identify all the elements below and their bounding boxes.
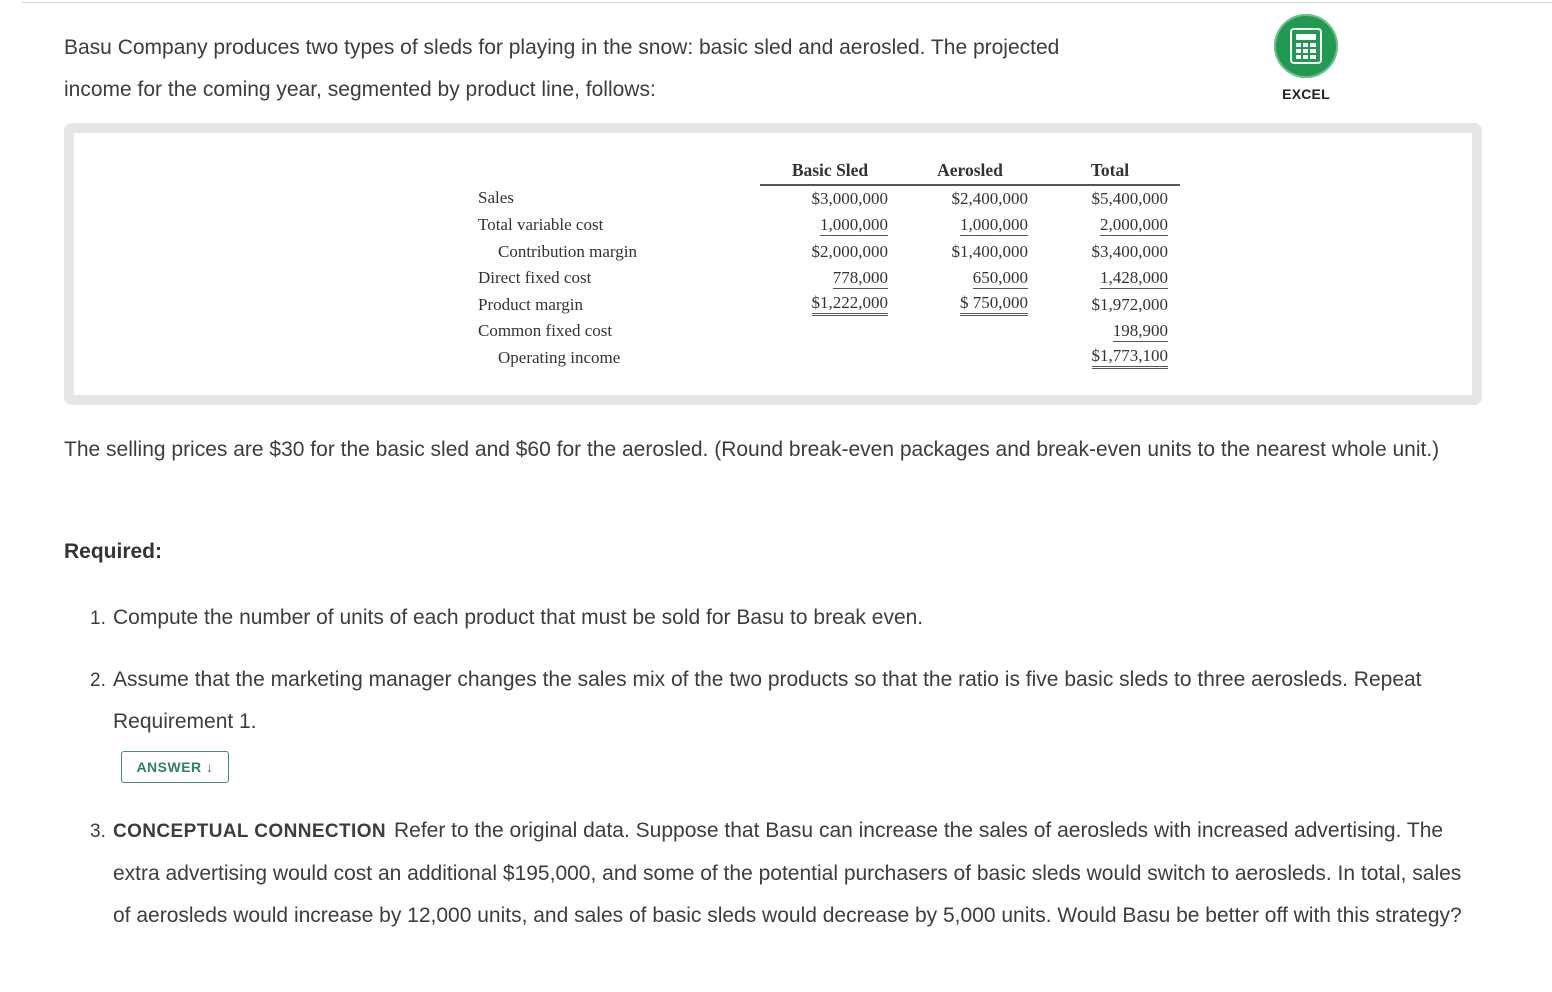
income-statement-panel <box>74 133 1472 395</box>
requirement-text: Compute the number of units of each product that must be sold for Basu to break even. <box>113 606 924 629</box>
cell-value: 198,900 <box>1112 320 1168 340</box>
spreadsheet-icon <box>1274 14 1338 78</box>
cell-value: 1,428,000 <box>1100 267 1168 287</box>
row-label: Total variable cost <box>478 215 604 235</box>
income-statement-frame <box>64 123 1482 405</box>
table-row <box>468 185 1180 213</box>
conceptual-connection-label: CONCEPTUAL CONNECTION <box>113 821 386 842</box>
cell-value: $ 750,000 <box>960 293 1028 316</box>
requirement-item <box>90 597 1480 640</box>
cell-value: $1,972,000 <box>1091 294 1168 314</box>
column-header: Aerosled <box>900 157 1040 185</box>
table-row <box>468 318 1180 345</box>
answer-button[interactable]: ANSWER ↓ <box>121 751 229 783</box>
requirement-number: 3. <box>90 821 106 842</box>
table-row <box>468 239 1180 266</box>
cell-value: 650,000 <box>972 267 1028 287</box>
requirement-number: 2. <box>90 670 106 691</box>
cell-value: $2,400,000 <box>951 188 1028 208</box>
table-header-row <box>468 157 1180 185</box>
cell-value: $1,222,000 <box>812 293 889 316</box>
requirement-number: 1. <box>90 608 106 629</box>
cell-value: 778,000 <box>832 267 888 287</box>
requirement-text: Assume that the marketing manager changes the sales mix of the two products so that the ratio is five basic sleds to three aerosleds. Repeat Requirement 1. <box>113 668 1422 733</box>
intro-paragraph: Basu Company produces two types of sleds for playing in the snow: basic sled and aerosled. The projected income for the coming year, segmented by product line, follows: <box>64 36 1060 101</box>
cell-value: $2,000,000 <box>811 241 888 261</box>
top-divider <box>22 2 1552 3</box>
row-label: Common fixed cost <box>478 321 613 341</box>
cell-value: 1,000,000 <box>960 214 1028 234</box>
excel-download-link[interactable] <box>1270 14 1342 102</box>
cell-value: $1,400,000 <box>951 241 1028 261</box>
column-header: Basic Sled <box>760 157 900 185</box>
cell-value: $5,400,000 <box>1091 188 1168 208</box>
cell-value: $3,000,000 <box>811 188 888 208</box>
table-row <box>468 212 1180 239</box>
table-row <box>468 292 1180 319</box>
row-label: Operating income <box>498 347 621 367</box>
required-heading: Required: <box>64 540 163 563</box>
row-label: Product margin <box>478 294 583 314</box>
cell-value: 2,000,000 <box>1100 214 1168 234</box>
requirement-text: Refer to the original data. Suppose that Basu can increase the sales of aerosleds with increased advertising. The extra advertising would cost an additional $195,000, and some of the potential purchasers of basic sleds would switch to aerosleds. In total, sales of aerosleds would increase by 12,000 units, and sales of basic sleds would decrease by 5,000 units. Would Basu be better off with this strategy? <box>113 819 1462 927</box>
column-header: Total <box>1040 157 1180 185</box>
row-label: Sales <box>478 188 514 208</box>
row-label: Direct fixed cost <box>478 268 592 288</box>
selling-prices-paragraph: The selling prices are $30 for the basic sled and $60 for the aerosled. (Round break-even packages and break-even units to the nearest whole unit.) <box>64 438 1440 461</box>
row-label: Contribution margin <box>498 241 637 261</box>
requirement-item <box>90 810 1480 927</box>
table-row <box>468 265 1180 292</box>
income-statement-table <box>468 157 1180 371</box>
cell-value: $3,400,000 <box>1091 241 1168 261</box>
cell-value: $1,773,100 <box>1092 346 1169 369</box>
cell-value: 1,000,000 <box>820 214 888 234</box>
table-row <box>468 345 1180 372</box>
excel-label: EXCEL <box>1282 86 1330 102</box>
requirement-item <box>90 659 1480 733</box>
